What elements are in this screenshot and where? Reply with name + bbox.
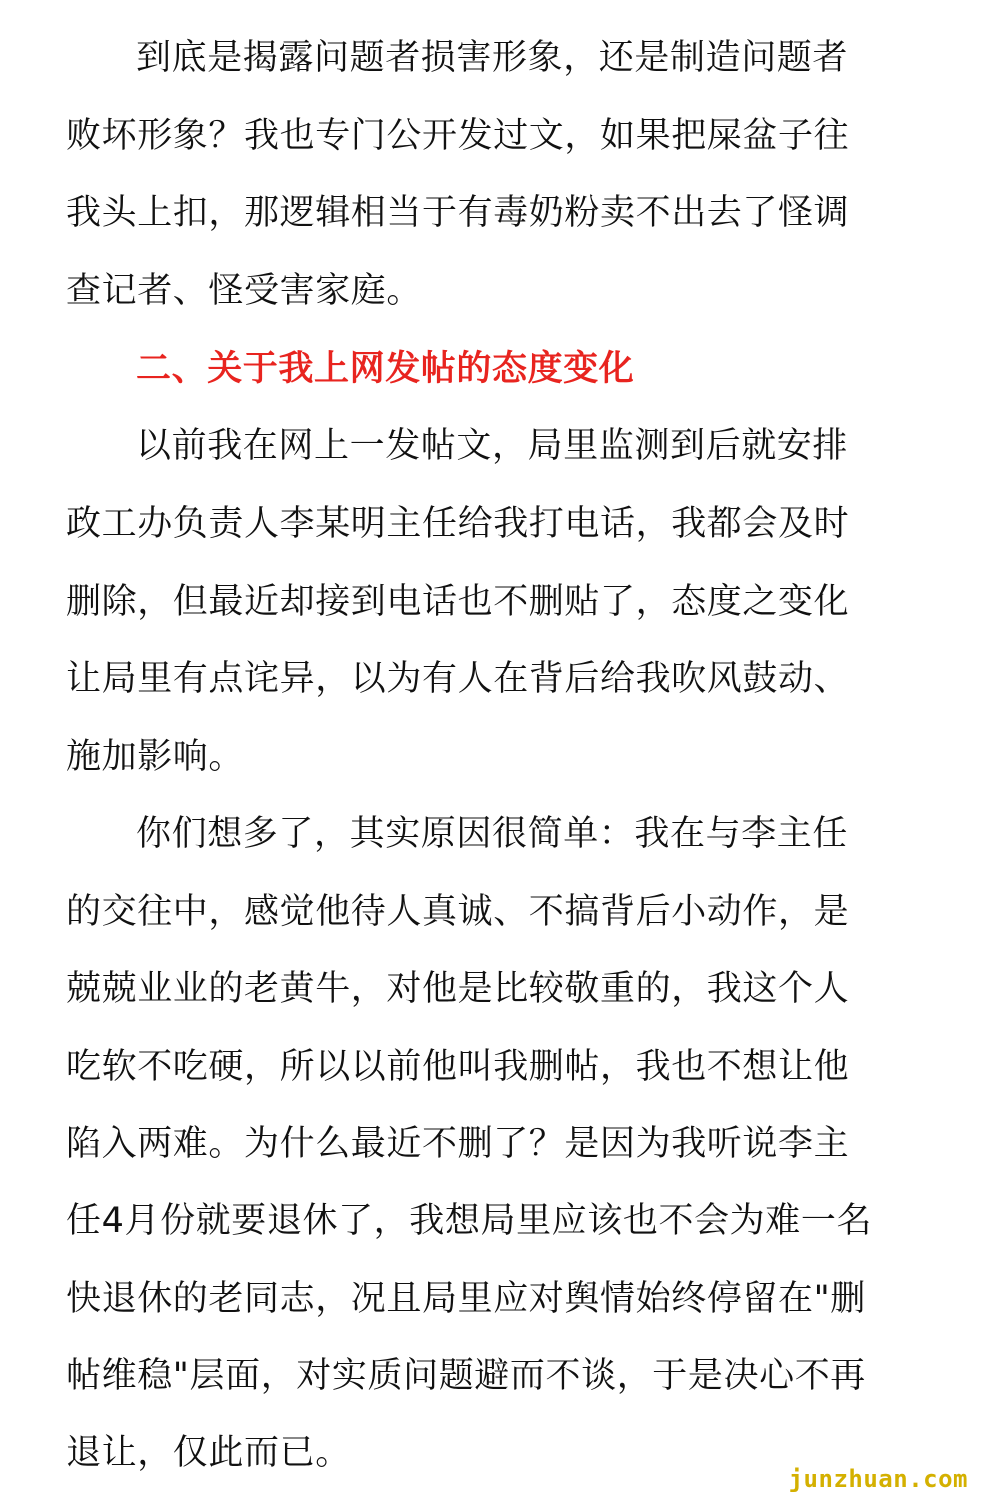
paragraph-line: 施加影响。 [66, 737, 245, 777]
section-heading: 二、关于我上网发帖的态度变化 [136, 349, 635, 389]
paragraph-line: 任4月份就要退休了，我想局里应该也不会为难一名 [66, 1201, 873, 1241]
paragraph-line: 删除，但最近却接到电话也不删贴了，态度之变化 [66, 582, 850, 622]
paragraph-line: 快退休的老同志，况且局里应对舆情始终停留在"删 [66, 1279, 866, 1319]
paragraph-line: 陷入两难。为什么最近不删了？是因为我听说李主 [66, 1124, 850, 1164]
paragraph-line: 兢兢业业的老黄牛，对他是比较敬重的，我这个人 [66, 969, 850, 1009]
paragraph-line: 以前我在网上一发帖文，局里监测到后就安排 [136, 426, 849, 466]
site-watermark: junzhuan.com [783, 1462, 974, 1496]
paragraph-line: 我头上扣，那逻辑相当于有毒奶粉卖不出去了怪调 [66, 193, 850, 233]
paragraph-line: 查记者、怪受害家庭。 [66, 271, 423, 311]
paragraph-line: 的交往中，感觉他待人真诚、不搞背后小动作，是 [66, 892, 850, 932]
paragraph-line: 帖维稳"层面，对实质问题避而不谈，于是决心不再 [66, 1356, 866, 1396]
paragraph-line: 政工办负责人李某明主任给我打电话，我都会及时 [66, 504, 850, 544]
paragraph-line: 吃软不吃硬，所以以前他叫我删帖，我也不想让他 [66, 1047, 850, 1087]
paragraph-line: 到底是揭露问题者损害形象，还是制造问题者 [136, 38, 849, 78]
paragraph-line: 你们想多了，其实原因很简单：我在与李主任 [136, 814, 849, 854]
paragraph-line: 败坏形象？我也专门公开发过文，如果把屎盆子往 [66, 116, 850, 156]
paragraph-line: 让局里有点诧异，以为有人在背后给我吹风鼓动、 [66, 659, 850, 699]
paragraph-line: 退让，仅此而已。 [66, 1433, 351, 1473]
